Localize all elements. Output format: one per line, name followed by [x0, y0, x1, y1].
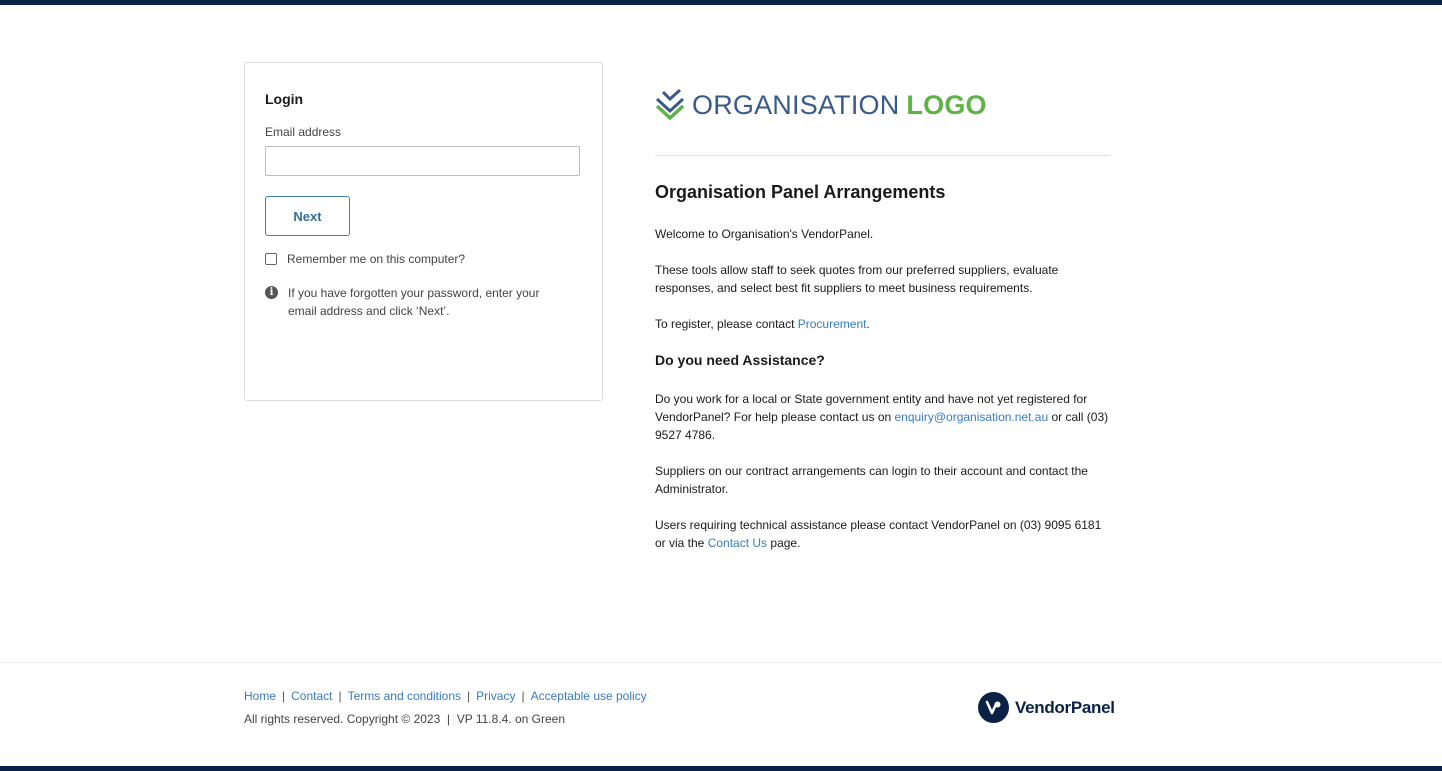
login-card [244, 62, 603, 401]
password-info [265, 284, 558, 320]
footer-separator: | [282, 689, 286, 703]
footer-link-contact[interactable]: Contact [291, 689, 333, 703]
footer-separator: | [521, 689, 525, 703]
email-input[interactable] [265, 146, 580, 176]
tech-support-text [655, 516, 1110, 552]
tech-suffix: page. [767, 536, 801, 550]
password-info-text: If you have forgotten your password, enter your email address and click ‘Next’. [288, 286, 540, 318]
footer-link-terms[interactable]: Terms and conditions [347, 689, 462, 703]
login-title: Login [265, 91, 304, 107]
info-icon: i [265, 286, 278, 299]
contact-us-link[interactable]: Contact Us [707, 536, 768, 550]
organisation-logo-text [692, 90, 987, 121]
top-accent-bar [0, 0, 1442, 5]
footer-divider [0, 662, 1442, 663]
assistance-suffix: or call (03) 9527 4786. [655, 410, 1109, 442]
welcome-text: Welcome to Organisation's VendorPanel. [655, 227, 874, 241]
email-label: Email address [265, 125, 342, 139]
logo-logo-word: LOGO [906, 89, 987, 120]
remember-me-label[interactable]: Remember me on this computer? [287, 252, 466, 266]
footer-link-acceptable-use[interactable]: Acceptable use policy [530, 689, 647, 703]
vendorpanel-logo-text: VendorPanel [1015, 697, 1115, 717]
footer-links [244, 689, 647, 703]
suppliers-text: Suppliers on our contract arrangements can login to their account and contact the Administrator. [655, 464, 1088, 496]
vendorpanel-logo[interactable] [978, 692, 1115, 723]
copyright-text: All rights reserved. Copyright © 2023 | VP 11.8.4. on Green [244, 712, 566, 726]
tech-prefix: Users requiring technical assistance please contact VendorPanel on (03) 9095 6181 or via the [655, 518, 1102, 550]
register-prefix: To register, please contact [655, 317, 798, 331]
enquiry-email-link[interactable]: enquiry@organisation.net.au [894, 410, 1049, 424]
bottom-accent-bar [0, 766, 1442, 771]
footer-separator: | [338, 689, 342, 703]
assistance-prefix: Do you work for a local or State government entity and have not yet registered for VendorPanel? For help please contact us on [655, 392, 1088, 424]
footer-link-home[interactable]: Home [244, 689, 277, 703]
tools-text: These tools allow staff to seek quotes from our preferred suppliers, evaluate responses, and select best fit suppliers to meet business requirements. [655, 263, 1059, 295]
remember-me-row [265, 252, 465, 266]
procurement-link[interactable]: Procurement [797, 317, 867, 331]
register-text [655, 315, 1110, 333]
footer-separator: | [467, 689, 471, 703]
header-divider [655, 155, 1110, 156]
assistance-heading: Do you need Assistance? [655, 352, 825, 368]
logo-org-word: ORGANISATION [692, 89, 900, 120]
remember-me-checkbox[interactable] [265, 253, 277, 265]
next-button[interactable]: Next [265, 196, 350, 236]
assistance-text [655, 390, 1110, 444]
page-title: Organisation Panel Arrangements [655, 182, 946, 202]
footer-link-privacy[interactable]: Privacy [476, 689, 516, 703]
register-suffix: . [866, 317, 870, 331]
vendorpanel-logo-icon [978, 692, 1009, 723]
organisation-logo-icon [655, 88, 685, 122]
organisation-logo [655, 88, 987, 122]
